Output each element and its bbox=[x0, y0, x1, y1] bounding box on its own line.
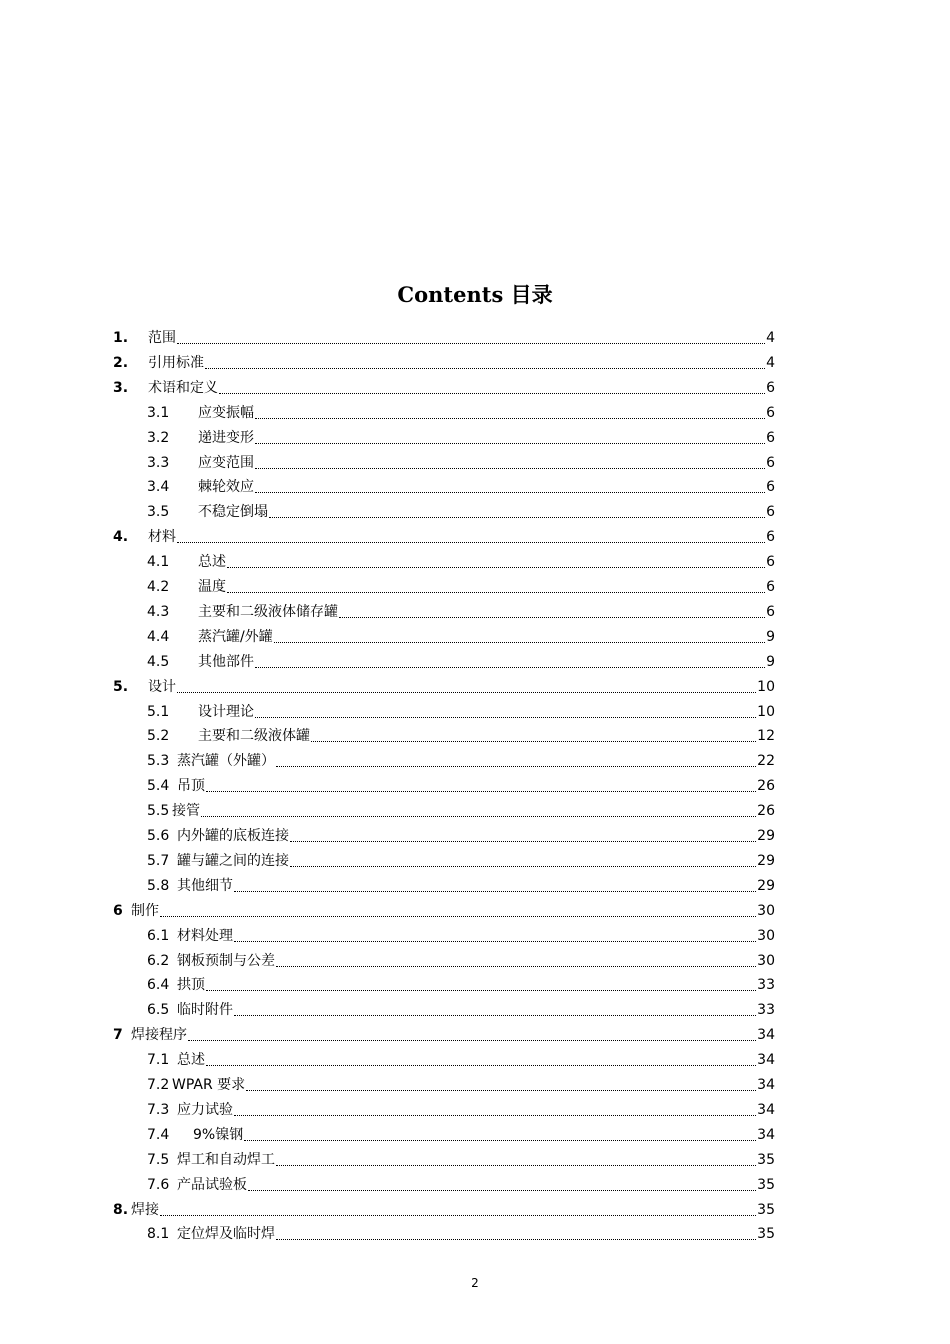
toc-entry-page: 35 bbox=[757, 1151, 775, 1168]
dot-leader bbox=[255, 417, 765, 419]
toc-entry-number: 6.4 bbox=[147, 977, 170, 994]
toc-entry[interactable] bbox=[147, 1123, 775, 1147]
toc-entry-number: 7 bbox=[113, 1027, 123, 1044]
toc-entry-title: 温度 bbox=[198, 579, 226, 595]
dot-leader bbox=[188, 1039, 756, 1041]
toc-entry-number: 4.1 bbox=[147, 554, 170, 571]
dot-leader bbox=[311, 740, 756, 742]
dot-leader bbox=[276, 1238, 756, 1240]
dot-leader bbox=[234, 890, 756, 892]
toc-entry[interactable] bbox=[113, 675, 775, 699]
toc-entry-page: 6 bbox=[766, 479, 775, 496]
toc-entry-page: 6 bbox=[766, 579, 775, 595]
toc-entry-title: 焊接程序 bbox=[131, 1027, 187, 1044]
toc-entry[interactable] bbox=[113, 351, 775, 375]
toc-entry-number: 5.7 bbox=[147, 852, 170, 869]
toc-entry[interactable] bbox=[147, 1148, 775, 1172]
toc-entry-page: 30 bbox=[757, 927, 775, 944]
dot-leader bbox=[234, 1014, 756, 1016]
dot-leader bbox=[206, 1064, 756, 1066]
toc-entry[interactable] bbox=[147, 550, 775, 574]
dot-leader bbox=[227, 591, 765, 593]
toc-entry-number: 4.3 bbox=[147, 603, 170, 620]
toc-entry[interactable] bbox=[147, 600, 775, 624]
toc-entry-page: 6 bbox=[766, 454, 775, 471]
toc-entry-number: 8. bbox=[113, 1201, 129, 1218]
toc-entry-title: 定位焊及临时焊 bbox=[177, 1226, 275, 1243]
toc-entry[interactable] bbox=[147, 749, 775, 773]
toc-entry-title: 其他部件 bbox=[198, 653, 254, 670]
toc-entry[interactable] bbox=[113, 376, 775, 400]
toc-entry-title: 术语和定义 bbox=[148, 379, 218, 396]
dot-leader bbox=[248, 1189, 756, 1191]
toc-entry-title: 拱顶 bbox=[177, 977, 205, 994]
toc-entry-page: 35 bbox=[757, 1176, 775, 1193]
toc-entry-number: 7.2 bbox=[147, 1077, 170, 1093]
toc-entry-number: 7.3 bbox=[147, 1101, 170, 1118]
toc-entry[interactable] bbox=[147, 824, 775, 848]
toc-entry-number: 4.5 bbox=[147, 653, 170, 670]
toc-entry[interactable] bbox=[147, 451, 775, 475]
toc-entry-number: 5.6 bbox=[147, 828, 170, 844]
toc-entry-number: 2. bbox=[113, 354, 129, 371]
dot-leader bbox=[290, 865, 756, 867]
toc-entry-number: 3.1 bbox=[147, 404, 170, 421]
toc-title: Contents 目录 bbox=[397, 282, 553, 307]
toc-entry-title: 总述 bbox=[177, 1052, 205, 1069]
toc-entry-title: WPAR 要求 bbox=[172, 1077, 246, 1093]
toc-entry-title: 焊接 bbox=[131, 1201, 159, 1218]
toc-entry-title: 主要和二级液体储存罐 bbox=[198, 603, 338, 620]
toc-entry-page: 10 bbox=[757, 703, 775, 720]
toc-entry-title: 应变振幅 bbox=[198, 404, 254, 421]
toc-entry[interactable] bbox=[147, 650, 775, 674]
toc-entry[interactable] bbox=[113, 326, 775, 350]
dot-leader bbox=[206, 790, 756, 792]
toc-entry-number: 3. bbox=[113, 379, 129, 396]
toc-entry-title: 接管 bbox=[172, 803, 200, 820]
toc-entry[interactable] bbox=[147, 401, 775, 425]
toc-entry-page: 34 bbox=[757, 1027, 775, 1044]
toc-entry[interactable] bbox=[147, 575, 775, 599]
toc-entry-page: 34 bbox=[757, 1126, 775, 1143]
toc-entry-page: 34 bbox=[757, 1052, 775, 1069]
dot-leader bbox=[177, 691, 756, 693]
dot-leader bbox=[246, 1089, 756, 1091]
toc-entry-title: 临时附件 bbox=[177, 1002, 233, 1019]
dot-leader bbox=[227, 566, 765, 568]
toc-entry[interactable] bbox=[147, 998, 775, 1022]
dot-leader bbox=[234, 940, 756, 942]
toc-entry-page: 10 bbox=[757, 678, 775, 695]
toc-entry-title: 材料处理 bbox=[177, 927, 233, 944]
toc-entry-page: 29 bbox=[757, 852, 775, 869]
toc-entry-title: 钢板预制与公差 bbox=[177, 952, 275, 969]
toc-entry[interactable] bbox=[147, 1098, 775, 1122]
toc-entry-page: 33 bbox=[757, 1002, 775, 1019]
toc-entry-title: 递进变形 bbox=[198, 429, 254, 446]
toc-entry-title: 9%镍钢 bbox=[193, 1126, 244, 1143]
toc-entry-number: 5.1 bbox=[147, 703, 170, 720]
toc-entry-title: 蒸汽罐（外罐） bbox=[177, 753, 275, 770]
toc-entry-page: 6 bbox=[766, 554, 775, 571]
toc-entry-title: 罐与罐之间的连接 bbox=[177, 852, 289, 869]
toc-entry-page: 6 bbox=[766, 603, 775, 620]
toc-entry[interactable] bbox=[147, 426, 775, 450]
toc-entry-page: 34 bbox=[757, 1101, 775, 1118]
dot-leader bbox=[160, 1214, 756, 1216]
toc-entry[interactable] bbox=[147, 774, 775, 798]
toc-entry-number: 5.4 bbox=[147, 778, 170, 795]
toc-entry-page: 6 bbox=[766, 529, 775, 546]
toc-entry-title: 不稳定倒塌 bbox=[198, 504, 268, 521]
toc-entry-number: 3.4 bbox=[147, 479, 170, 496]
toc-entry-title: 设计 bbox=[148, 678, 176, 695]
toc-entry-page: 6 bbox=[766, 429, 775, 446]
toc-entry[interactable] bbox=[113, 899, 775, 923]
toc-entry[interactable] bbox=[147, 1073, 775, 1097]
toc-entry[interactable] bbox=[147, 625, 775, 649]
toc-entry-title: 吊顶 bbox=[177, 778, 205, 795]
dot-leader bbox=[255, 666, 765, 668]
toc-entry-number: 6 bbox=[113, 902, 123, 919]
toc-entry[interactable] bbox=[113, 1023, 775, 1047]
toc-entry[interactable] bbox=[113, 1198, 775, 1222]
dot-leader bbox=[255, 442, 765, 444]
toc-entry-number: 5. bbox=[113, 678, 129, 695]
dot-leader bbox=[276, 1164, 756, 1166]
toc-entry-number: 3.3 bbox=[147, 454, 170, 471]
toc-entry-number: 5.5 bbox=[147, 803, 170, 820]
dot-leader bbox=[255, 716, 756, 718]
toc-entry-page: 4 bbox=[766, 330, 775, 346]
toc-entry-page: 30 bbox=[757, 952, 775, 969]
toc-entry-page: 33 bbox=[757, 977, 775, 994]
toc-entry-page: 6 bbox=[766, 379, 775, 396]
toc-entry-page: 6 bbox=[766, 504, 775, 521]
dot-leader bbox=[201, 815, 756, 817]
toc-entry-number: 1. bbox=[113, 330, 129, 346]
toc-entry-number: 3.5 bbox=[147, 504, 170, 521]
toc-entry-page: 6 bbox=[766, 404, 775, 421]
toc-entry-title: 设计理论 bbox=[198, 703, 254, 720]
toc-entry-title: 蒸汽罐/外罐 bbox=[198, 628, 273, 645]
toc-entry-page: 35 bbox=[757, 1226, 775, 1243]
toc-entry[interactable] bbox=[147, 500, 775, 524]
toc-entry-page: 12 bbox=[757, 728, 775, 745]
dot-leader bbox=[290, 840, 756, 842]
toc-entry[interactable] bbox=[147, 849, 775, 873]
toc-entry-number: 6.2 bbox=[147, 952, 170, 969]
toc-entry[interactable] bbox=[147, 724, 775, 748]
toc-entry-page: 26 bbox=[757, 778, 775, 795]
toc-entry-number: 4.2 bbox=[147, 579, 170, 595]
toc-entry[interactable] bbox=[147, 799, 775, 823]
page-number: 2 bbox=[471, 1276, 479, 1290]
dot-leader bbox=[206, 989, 756, 991]
toc-entry-title: 焊工和自动焊工 bbox=[177, 1151, 275, 1168]
toc-entry-number: 3.2 bbox=[147, 429, 170, 446]
toc-entry-number: 7.6 bbox=[147, 1176, 170, 1193]
toc-entry-title: 制作 bbox=[131, 902, 159, 919]
dot-leader bbox=[276, 765, 756, 767]
toc-entry-title: 范围 bbox=[148, 330, 176, 346]
toc-entry-number: 7.4 bbox=[147, 1126, 170, 1143]
dot-leader bbox=[276, 965, 756, 967]
toc-entry[interactable] bbox=[147, 475, 775, 499]
toc-entry[interactable] bbox=[147, 1048, 775, 1072]
toc-entry[interactable] bbox=[147, 874, 775, 898]
toc-entry-title: 主要和二级液体罐 bbox=[198, 728, 310, 745]
toc-entry[interactable] bbox=[147, 1173, 775, 1197]
toc-entry-title: 其他细节 bbox=[177, 877, 233, 894]
toc-entry-number: 5.3 bbox=[147, 753, 170, 770]
dot-leader bbox=[234, 1114, 756, 1116]
dot-leader bbox=[219, 392, 765, 394]
toc-entry-page: 29 bbox=[757, 828, 775, 844]
toc-entry-number: 7.5 bbox=[147, 1151, 170, 1168]
toc-entry-title: 材料 bbox=[148, 529, 176, 546]
dot-leader bbox=[255, 467, 765, 469]
toc-entry-page: 34 bbox=[757, 1077, 775, 1093]
toc-entry-page: 9 bbox=[766, 653, 775, 670]
toc-entry-number: 8.1 bbox=[147, 1226, 170, 1243]
toc-entry-page: 35 bbox=[757, 1201, 775, 1218]
toc-entry-number: 4. bbox=[113, 529, 129, 546]
dot-leader bbox=[160, 915, 756, 917]
toc-entry-title: 引用标准 bbox=[148, 354, 204, 371]
toc-entry-number: 5.8 bbox=[147, 877, 170, 894]
toc-entry[interactable] bbox=[147, 700, 775, 724]
toc-entry-title: 应力试验 bbox=[177, 1101, 233, 1118]
dot-leader bbox=[177, 342, 765, 344]
toc-entry[interactable] bbox=[147, 949, 775, 973]
toc-entry-page: 29 bbox=[757, 877, 775, 894]
toc-entry[interactable] bbox=[147, 1222, 775, 1246]
toc-entry-page: 4 bbox=[766, 354, 775, 371]
toc-entry[interactable] bbox=[147, 924, 775, 948]
toc-entry-number: 6.5 bbox=[147, 1002, 170, 1019]
toc-entry[interactable] bbox=[113, 525, 775, 549]
dot-leader bbox=[269, 516, 765, 518]
toc-entry-title: 产品试验板 bbox=[177, 1176, 247, 1193]
toc-entry-page: 22 bbox=[757, 753, 775, 770]
toc-entry-title: 应变范围 bbox=[198, 454, 254, 471]
toc-entry-title: 棘轮效应 bbox=[198, 479, 254, 496]
toc-entry-number: 5.2 bbox=[147, 728, 170, 745]
dot-leader bbox=[205, 367, 765, 369]
dot-leader bbox=[274, 641, 765, 643]
dot-leader bbox=[177, 541, 765, 543]
toc-entry-title: 内外罐的底板连接 bbox=[177, 828, 289, 844]
toc-entry-page: 26 bbox=[757, 803, 775, 820]
toc-entry-page: 30 bbox=[757, 902, 775, 919]
toc-entry[interactable] bbox=[147, 973, 775, 997]
dot-leader bbox=[244, 1139, 756, 1141]
toc-entry-number: 4.4 bbox=[147, 628, 170, 645]
toc-entry-number: 6.1 bbox=[147, 927, 170, 944]
toc-entry-page: 9 bbox=[766, 628, 775, 645]
dot-leader bbox=[255, 491, 765, 493]
dot-leader bbox=[339, 616, 765, 618]
toc-entry-title: 总述 bbox=[198, 554, 226, 571]
toc-entry-number: 7.1 bbox=[147, 1052, 170, 1069]
